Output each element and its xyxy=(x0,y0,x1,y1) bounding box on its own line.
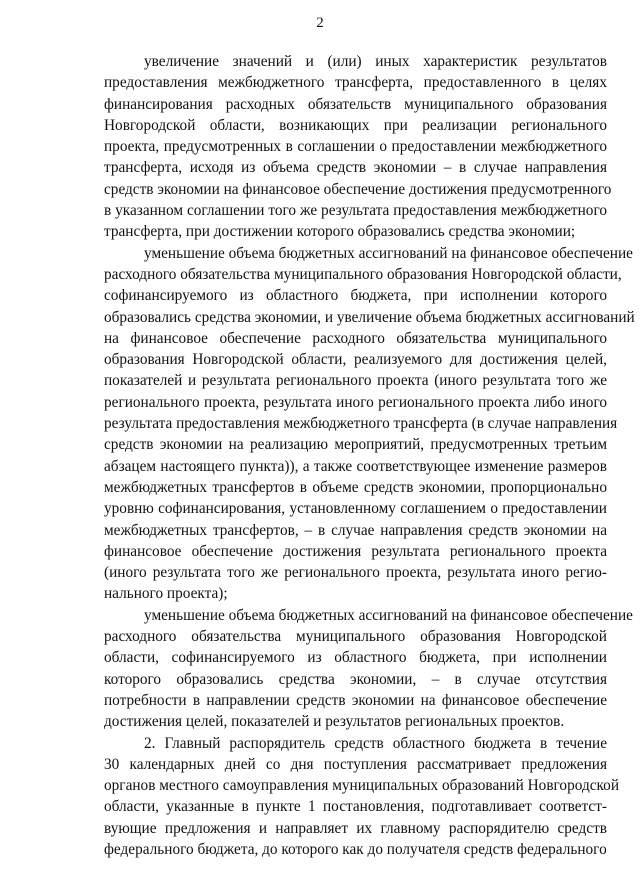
text-line: образования Новгородской области, реализуемого для достижения целей, xyxy=(104,351,607,369)
text-line: уменьшение объема бюджетных ассигнований на финансовое обеспечение xyxy=(144,244,633,262)
text-line: финансирования расходных обязательств муниципального образования xyxy=(104,95,607,113)
text-line: межбюджетных трансфертов в объеме средств экономии, пропорционально xyxy=(104,478,607,496)
text-line: увеличение значений и (или) иных характеристик результатов xyxy=(144,53,607,70)
text-line: финансовое обеспечение достижения результата регионального проекта xyxy=(104,542,607,560)
paragraph xyxy=(104,605,633,733)
text-line: потребности в направлении средств экономии на финансовое обеспечение xyxy=(104,691,607,709)
page-number: 2 xyxy=(316,15,324,31)
text-line: расходного обязательства муниципального образования Новгородской xyxy=(104,628,607,646)
paragraph xyxy=(104,243,635,605)
text-line: уменьшение объема бюджетных ассигнований на финансовое обеспечение xyxy=(144,606,633,624)
text-line: вующие предложения и направляет их главному распорядителю средств xyxy=(104,819,607,837)
text-line: на финансовое обеспечение расходного обязательства муниципального xyxy=(104,329,607,347)
text-line: 2. Главный распорядитель средств областного бюджета в течение xyxy=(144,734,607,752)
text-line: результата предоставления межбюджетного трансферта (в случае направления xyxy=(104,415,618,433)
text-line: федерального бюджета, до которого как до получателя средств федерального xyxy=(104,840,607,858)
text-line: показателей и результата регионального проекта (иного результата того же xyxy=(104,372,607,390)
document-body xyxy=(104,51,635,860)
text-line: образовались средства экономии, и увеличение объема бюджетных ассигнований xyxy=(104,308,635,326)
text-line: области, указанные в пункте 1 постановления, подготавливает соответст- xyxy=(104,798,607,816)
text-line: абзацем настоящего пункта)), а также соответствующее изменение размеров xyxy=(104,457,607,475)
text-line: 30 календарных дней со дня поступления рассматривает предложения xyxy=(104,755,607,773)
text-line: расходного обязательства муниципального образования Новгородской области, xyxy=(104,265,622,283)
text-line: области, софинансируемого из областного бюджета, при исполнении xyxy=(104,649,607,667)
text-line: Новгородской области, возникающих при реализации регионального xyxy=(104,116,607,134)
text-line: в указанном соглашении того же результата предоставления межбюджетного xyxy=(104,202,607,220)
text-line: средств экономии на финансовое обеспечение достижения предусмотренного xyxy=(104,180,612,198)
text-line: достижения целей, показателей и результатов региональных проектов. xyxy=(104,713,565,731)
text-line: проекта, предусмотренных в соглашении о предоставлении межбюджетного xyxy=(104,138,607,156)
text-line: уровню софинансирования, установленному соглашением о предоставлении xyxy=(104,500,607,518)
text-line: межбюджетных трансфертов, – в случае направления средств экономии на xyxy=(104,521,607,539)
text-line: трансферта, исходя из объема средств экономии – в случае направления xyxy=(104,159,607,177)
paragraph xyxy=(104,51,612,243)
text-line: которого образовались средства экономии, – в случае отсутствия xyxy=(104,670,607,688)
text-line: трансферта, при достижении которого образовались средства экономии; xyxy=(104,223,576,241)
text-line: средств экономии на реализацию мероприятий, предусмотренных третьим xyxy=(104,436,607,454)
text-line: предоставления межбюджетного трансферта, предоставленного в целях xyxy=(104,74,607,92)
text-line: софинансируемого из областного бюджета, при исполнении которого xyxy=(104,287,607,305)
text-line: регионального проекта, результата иного регионального проекта либо иного xyxy=(104,393,607,411)
text-line: органов местного самоуправления муниципальных образований Новгородской xyxy=(104,777,619,795)
text-line: (иного результата того же регионального проекта, результата иного регио- xyxy=(104,564,607,582)
paragraph xyxy=(104,733,619,861)
text-line: нального проекта); xyxy=(104,585,228,603)
